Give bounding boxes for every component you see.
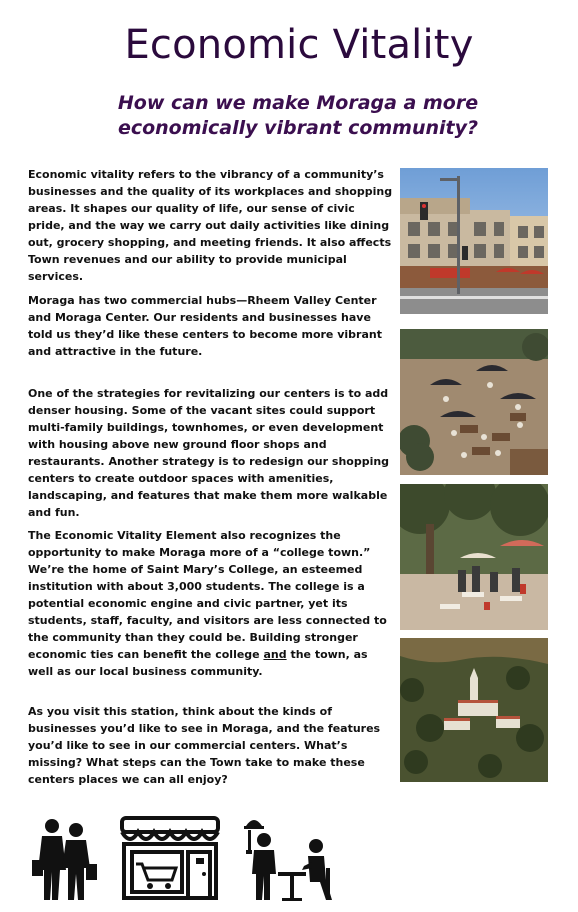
cafe-patio-photo [400, 484, 548, 630]
storefront-cart-icon [116, 812, 224, 902]
aerial-campus-photo [400, 638, 548, 782]
college-text-underlined: and [263, 648, 287, 661]
page-subtitle [90, 91, 506, 141]
paragraph-college-town [28, 527, 393, 680]
college-text-start: The Economic Vitality Element also recognizes the opportunity to make Moraga more of a “college town.” We’re the home of Saint Mary’s College, an esteemed institution with about 3,000 students. The college is a potential economic engine and civic partner, yet its students, staff, faculty, and visitors are less connected to the community than they could be. Building stronger economic ties can benefit the college [28, 529, 387, 661]
page-title: Economic Vitality [124, 22, 474, 68]
paragraph-commercial-hubs: Moraga has two commercial hubs—Rheem Valley Center and Moraga Center. Our residents and businesses have told us they’d like these centers to become more vibrant and attractive in the future. [28, 294, 382, 358]
subtitle-line-2: economically vibrant community? [117, 117, 479, 139]
outdoor-plaza-dining-photo [400, 329, 548, 475]
paragraph-definition: Economic vitality refers to the vibrancy of a community’s businesses and the quality of its workplaces and shopping areas. It shapes our quality of life, our sense of civic pride, and the way we carry out daily activities like dining out, grocery shopping, and meeting friends. It also affects Town revenues and our ability to provide municipal services. [28, 168, 393, 283]
street-building-photo [400, 168, 548, 314]
college-text-end: the town, as well as our local business community. [28, 648, 368, 678]
paragraph-strategies: One of the strategies for revitalizing our centers is to add denser housing. Some of the vacant sites could support multi-family buildings, townhomes, or even development with housing above new ground floor shops and restaurants. Another strategy is to redesign our shopping centers to create outdoor spaces with amenities, landscaping, and features that make them more walkable and fun. [28, 387, 390, 519]
waiter-diner-icon [240, 812, 336, 902]
paragraph-station-prompt: As you visit this station, think about the kinds of businesses you’d like to see in Moraga, and the features you’d like to see in our commercial centers. What’s missing? What steps can the Town take to make these centers places we can all enjoy? [28, 705, 381, 786]
subtitle-line-1: How can we make Moraga a more [117, 92, 479, 114]
shoppers-icon [30, 812, 98, 902]
